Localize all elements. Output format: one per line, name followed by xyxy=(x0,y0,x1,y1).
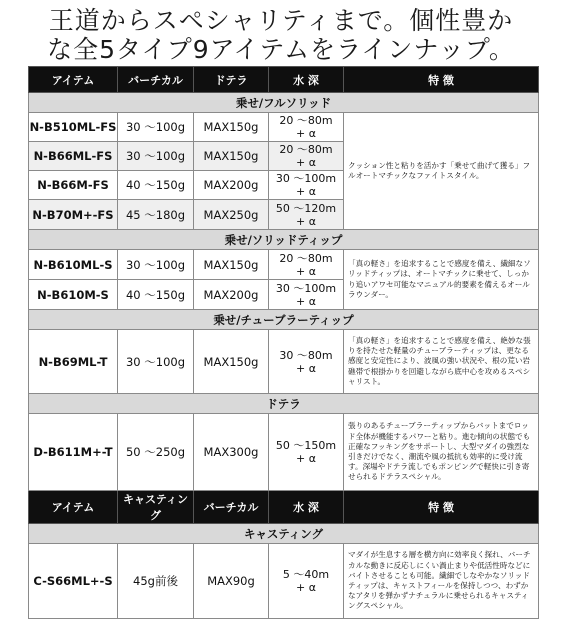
depth-range: 50 ～120m xyxy=(275,201,337,215)
table-row xyxy=(29,330,539,394)
vertical-cell: 40 ～150g xyxy=(118,280,194,310)
dotera-cell: MAX200g xyxy=(194,171,269,200)
vertical-cell: 30 ～100g xyxy=(118,250,194,280)
table-header-row xyxy=(29,67,539,93)
model-cell: C-S66ML+-S xyxy=(29,544,118,619)
dotera-cell: MAX150g xyxy=(194,142,269,171)
header-depth: 水 深 xyxy=(269,67,344,93)
product-spec-table xyxy=(28,66,539,619)
headline-line-2: な全5タイプ9アイテムをラインナップ。 xyxy=(47,35,515,64)
depth-plus: + α xyxy=(296,185,316,198)
depth-plus: + α xyxy=(296,361,316,375)
depth-range: 20 ～80m xyxy=(279,114,333,127)
header-depth: 水 深 xyxy=(269,491,344,524)
section-title: 乗せ/チューブラーティップ xyxy=(29,310,539,330)
section-row-full-solid xyxy=(29,93,539,113)
section-row-dotera xyxy=(29,394,539,414)
depth-plus: + α xyxy=(296,581,316,594)
section-row-solid-tip xyxy=(29,230,539,250)
model-cell: N-B70M+-FS xyxy=(29,200,118,230)
header-item: アイテム xyxy=(29,67,118,93)
feature-cell: マダイが生息する層を横方向に効率良く探れ、バーチカルな動きに反応しにくい渦止まりや低活性時などにバイトさせることも可能。繊細でしなやかなソリッドティップは、キャストフィールを保持しつつ、わずかなアタリを弾かずナチュラルに乗せられるキャスティングスペシャル。 xyxy=(344,544,539,619)
depth-plus: + α xyxy=(296,214,316,228)
depth-plus: + α xyxy=(296,264,316,278)
vertical-cell: 40 ～150g xyxy=(118,171,194,200)
model-cell: N-B66ML-FS xyxy=(29,142,118,171)
section-title: ドテラ xyxy=(29,394,539,414)
header-vertical: バーチカル xyxy=(194,491,269,524)
model-cell: D-B611M+-T xyxy=(29,414,118,491)
table-row xyxy=(29,113,539,142)
dotera-cell: MAX300g xyxy=(194,414,269,491)
depth-range: 20 ～80m xyxy=(279,143,333,156)
table-row xyxy=(29,544,539,619)
section-title: 乗せ/フルソリッド xyxy=(29,93,539,113)
model-cell: N-B610ML-S xyxy=(29,250,118,280)
vertical-cell: 30 ～100g xyxy=(118,142,194,171)
header-casting: キャスティング xyxy=(118,491,194,524)
dotera-cell: MAX150g xyxy=(194,250,269,280)
depth-range: 30 ～100m xyxy=(275,172,337,185)
depth-range: 30 ～100m xyxy=(275,281,337,295)
dotera-cell: MAX150g xyxy=(194,113,269,142)
section-row-tubular-tip xyxy=(29,310,539,330)
table-row xyxy=(29,414,539,491)
feature-cell: 張りのあるチューブラーティップからバットまでロッド全体が機能するパワーと粘り。進む傾向の状態でも正確なフッキングをサポートし、大型マダイの強烈な引きだけでなく、潮流や風の抵抗も効率的に受け流す。深場やドテラ流しでもポンピングで軽快に引き寄せられるドテラスペシャル。 xyxy=(344,414,539,491)
casting-cell: 45g前後 xyxy=(118,544,194,619)
depth-range: 30 ～80m xyxy=(279,348,333,362)
dotera-cell: MAX200g xyxy=(194,280,269,310)
depth-plus: + α xyxy=(296,127,316,140)
vertical-cell: 50 ～250g xyxy=(118,414,194,491)
model-cell: N-B66M-FS xyxy=(29,171,118,200)
feature-cell: 「真の軽さ」を追求することで感度を備え、繊細なソリッドティップは、オートマチックに乗せて、しっかり追いアワセ可能なマニュアル的要素を備えるオールラウンダー。 xyxy=(344,250,539,310)
section-row-casting xyxy=(29,524,539,544)
model-cell: N-B69ML-T xyxy=(29,330,118,394)
vertical-cell: 30 ～100g xyxy=(118,330,194,394)
depth-plus: + α xyxy=(296,452,316,465)
depth-cell xyxy=(269,142,344,171)
model-cell: N-B610M-S xyxy=(29,280,118,310)
depth-cell xyxy=(269,250,344,280)
section-title: キャスティング xyxy=(29,524,539,544)
depth-cell xyxy=(269,330,344,394)
depth-cell xyxy=(269,280,344,310)
header-feature: 特 徴 xyxy=(344,491,539,524)
feature-cell: 「真の軽さ」を追求することで感度を備え、絶妙な張りを持たせた軽量のチューブラーティップは、更なる感度と安定性により、波風の強い状況や、根の荒い岩礁帯で根掛かりを回避しながら底中心を攻めるスペシャリスト。 xyxy=(344,330,539,394)
vertical-cell: MAX90g xyxy=(194,544,269,619)
depth-plus: + α xyxy=(296,294,316,308)
depth-cell xyxy=(269,113,344,142)
table-row xyxy=(29,250,539,280)
model-cell: N-B510ML-FS xyxy=(29,113,118,142)
depth-plus: + α xyxy=(296,156,316,169)
section-title: 乗せ/ソリッドティップ xyxy=(29,230,539,250)
depth-cell xyxy=(269,171,344,200)
depth-range: 50 ～150m xyxy=(275,439,337,452)
dotera-cell: MAX250g xyxy=(194,200,269,230)
header-feature: 特 徴 xyxy=(344,67,539,93)
depth-range: 20 ～80m xyxy=(279,251,333,265)
header-vertical: バーチカル xyxy=(118,67,194,93)
dotera-cell: MAX150g xyxy=(194,330,269,394)
depth-cell xyxy=(269,544,344,619)
vertical-cell: 30 ～100g xyxy=(118,113,194,142)
header-dotera: ドテラ xyxy=(194,67,269,93)
depth-range: 5 ～40m xyxy=(282,568,330,581)
depth-cell xyxy=(269,200,344,230)
headline-line-1: 王道からスペシャリティまで。個性豊か xyxy=(48,6,514,35)
feature-cell: クッション性と粘りを活かす「乗せて曲げて獲る」フルオートマチックなファイトスタイル。 xyxy=(344,113,539,230)
depth-cell xyxy=(269,414,344,491)
vertical-cell: 45 ～180g xyxy=(118,200,194,230)
header-item: アイテム xyxy=(29,491,118,524)
casting-header-row xyxy=(29,491,539,524)
